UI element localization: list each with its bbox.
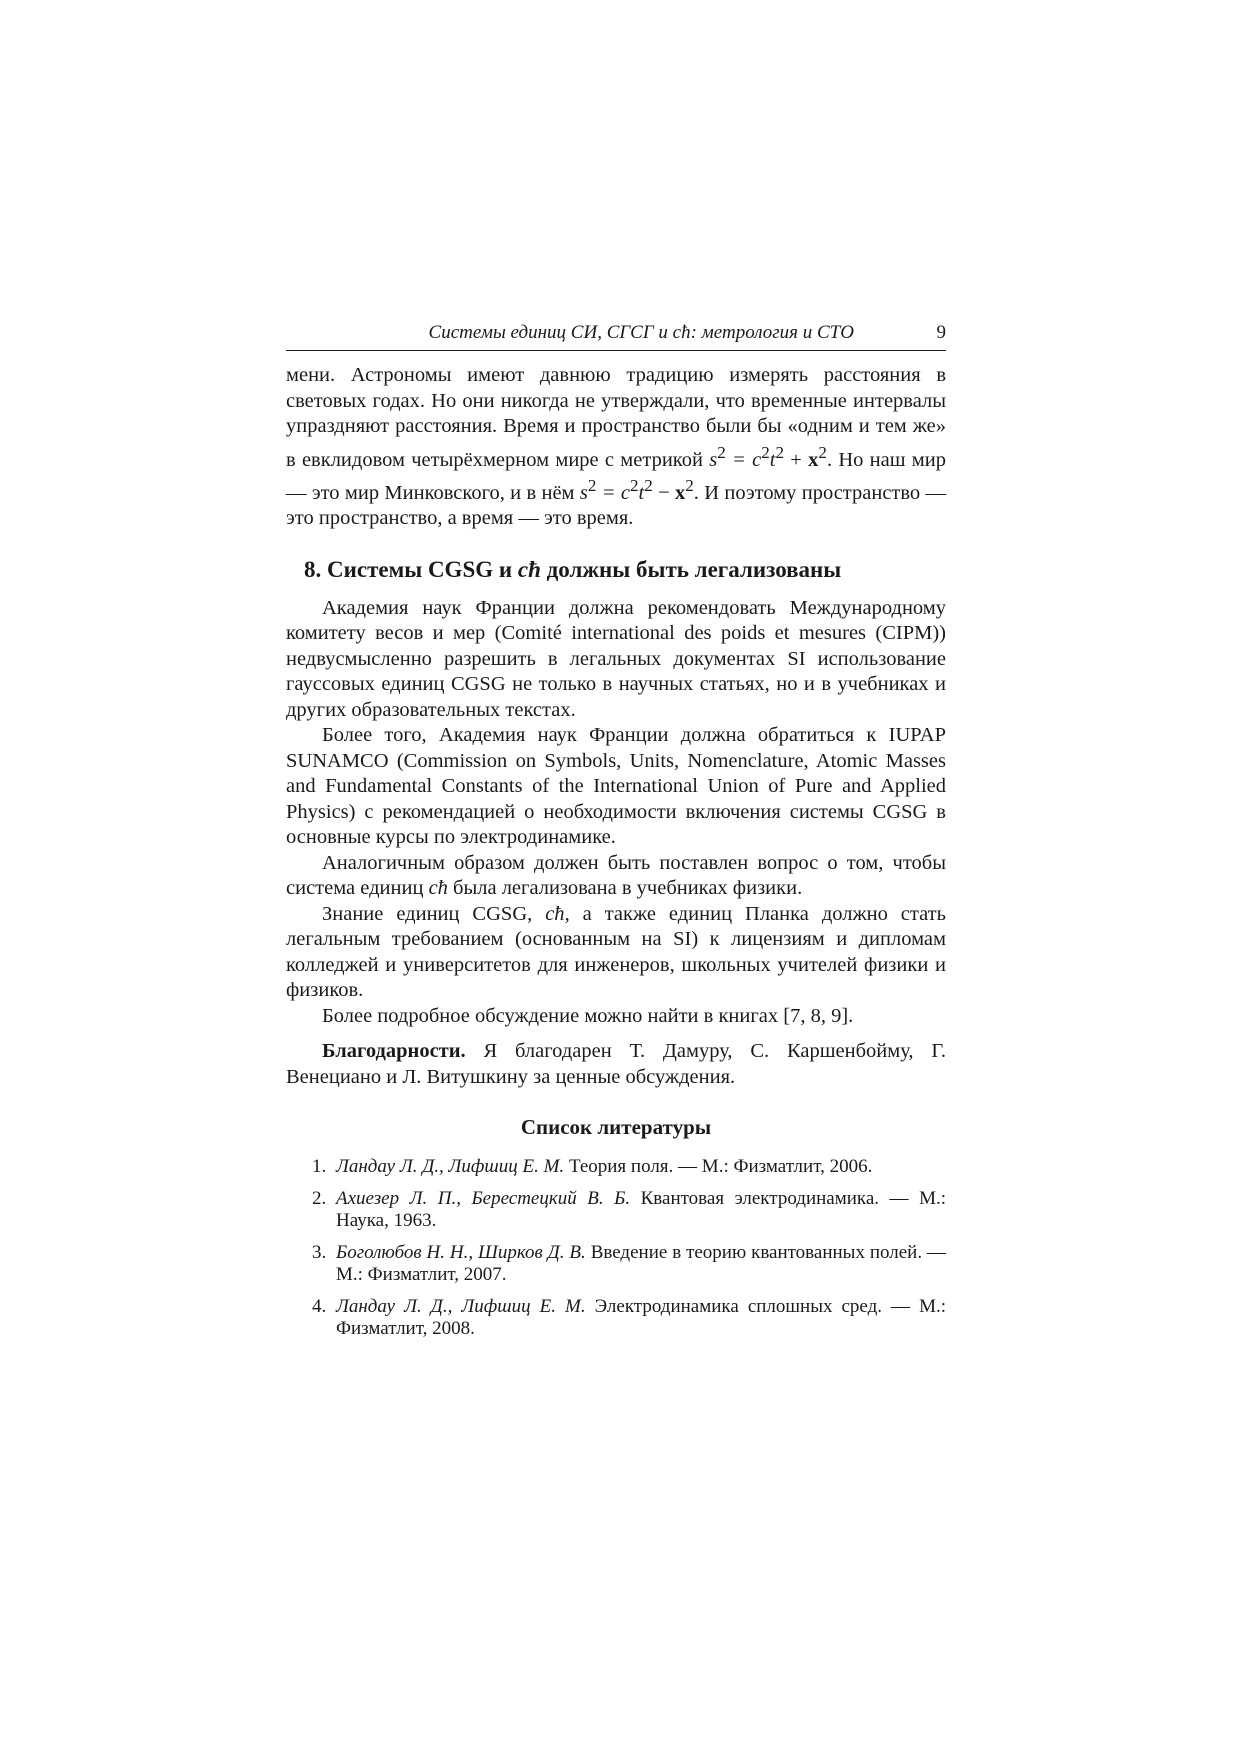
paragraph-3: [286, 851, 946, 902]
page-number: 9: [936, 322, 946, 343]
formula-sup: 2: [644, 475, 653, 495]
acknowledgments-label: Благодарности.: [322, 1040, 466, 1063]
formula-s: s: [709, 448, 718, 471]
formula-x: x: [808, 448, 819, 471]
formula-op: −: [652, 481, 675, 504]
intro-text-2: . Но наш мир — это мир Минковского, и в нём: [286, 448, 946, 504]
reference-authors: Ландау Л. Д., Лифшиц Е. М.: [336, 1156, 565, 1178]
intro-text-3: . И поэтому пространство — это пространство, а время — это время.: [286, 481, 947, 530]
formula-t: t: [769, 448, 776, 471]
acknowledgments-text: Я благодарен Т. Дамуру, С. Каршенбойму, Г. Венециано и Л. Витушкину за ценные обсуждения.: [286, 1040, 946, 1088]
reference-text: Квантовая электродинамика. — М.: Наука, 1963.: [336, 1188, 946, 1232]
paragraph-4: [286, 902, 946, 1004]
reference-authors: Ахиезер Л. П., Берестецкий В. Б.: [336, 1188, 631, 1210]
p4-ch: cħ: [545, 902, 565, 925]
header-title: Системы единиц СИ, СГСГ и cħ: метрология и СТО: [428, 322, 854, 343]
intro-text-1: мени. Астрономы имеют давнюю традицию измерять расстояния в световых годах. Но они никогда не утверждали, что временные интервалы упраздняют расстояния. Время и пространство были бы «одним и тем же» в евклидовом четырёхмерном мире с метрикой: [286, 364, 946, 471]
formula-sup: 2: [818, 442, 827, 462]
acknowledgments: [286, 1039, 946, 1090]
reference-text: Теория поля. — М.: Физматлит, 2006.: [564, 1156, 873, 1178]
formula-x: x: [674, 481, 686, 504]
p4-text-a: Знание единиц CGSG,: [322, 902, 546, 925]
section-title-ch: cħ: [517, 556, 541, 582]
reference-text: Введение в теорию квантованных полей. — М.: Физматлит, 2007.: [336, 1242, 947, 1286]
reference-authors: Боголюбов Н. Н., Ширков Д. В.: [336, 1242, 586, 1264]
reference-number: 3.: [312, 1242, 327, 1264]
formula-sup: 2: [685, 475, 694, 495]
section-number: 8.: [304, 556, 322, 582]
section-title-b: должны быть легализованы: [546, 556, 842, 582]
formula-c: = c: [725, 448, 762, 471]
reference-text: Электродинамика сплошных сред. — М.: Физматлит, 2008.: [336, 1296, 946, 1340]
paragraph-1: Академия наук Франции должна рекомендовать Международному комитету весов и мер (Comité international des poids et mesures (CIPM)) недвусмысленно разрешить в легальных документах SI использование гауссовых единиц CGSG не только в научных статьях, но и в учебниках и других образовательных текстах.: [286, 596, 946, 721]
formula-sup: 2: [587, 475, 597, 495]
reference-item: [286, 1296, 946, 1340]
reference-list: [286, 1156, 946, 1340]
reference-item: [286, 1242, 946, 1286]
references-title: Список литературы: [520, 1115, 712, 1140]
paragraph-2: Более того, Академия наук Франции должна обратиться к IUPAP SUNAMCO (Commission on Symbols, Units, Nomenclature, Atomic Masses and Fundamental Constants of the International Union of Pure and Applied Physics) с рекомендацией о необходимости включения системы CGSG в основные курсы по электродинамике.: [286, 724, 946, 849]
reference-number: 2.: [312, 1188, 327, 1210]
formula-t: t: [638, 481, 645, 504]
page-content: [286, 320, 946, 1350]
formula-sup: 2: [629, 475, 639, 495]
formula-c: = c: [596, 481, 630, 504]
paragraph-5: Более подробное обсуждение можно найти в книгах [7, 8, 9].: [322, 1004, 854, 1027]
formula-sup: 2: [717, 442, 726, 462]
formula-sup: 2: [775, 442, 785, 462]
reference-number: 4.: [312, 1296, 327, 1318]
section-heading: [286, 556, 946, 584]
p3-text-a: Аналогичным образом должен быть поставлен вопрос о том, чтобы система единиц: [286, 851, 946, 900]
p3-text-b: была легализована в учебниках физики.: [447, 877, 803, 900]
section-title-a: Системы CGSG и: [327, 556, 513, 582]
reference-item: [286, 1156, 946, 1178]
reference-number: 1.: [312, 1156, 327, 1178]
reference-item: [286, 1188, 946, 1232]
p3-ch: cħ: [428, 877, 448, 900]
p4-text-b: , а также единиц Планка должно стать легальным требованием (основанным на SI) к лицензиям и дипломам колледжей и университетов для инженеров, школьных учителей физики и физиков.: [286, 902, 946, 1002]
formula-sup: 2: [761, 442, 770, 462]
running-header: [286, 320, 946, 351]
reference-authors: Ландау Л. Д., Лифшиц Е. М.: [336, 1296, 586, 1318]
formula-op: +: [784, 448, 809, 471]
formula-s: s: [579, 481, 588, 504]
intro-paragraph: [286, 363, 946, 532]
